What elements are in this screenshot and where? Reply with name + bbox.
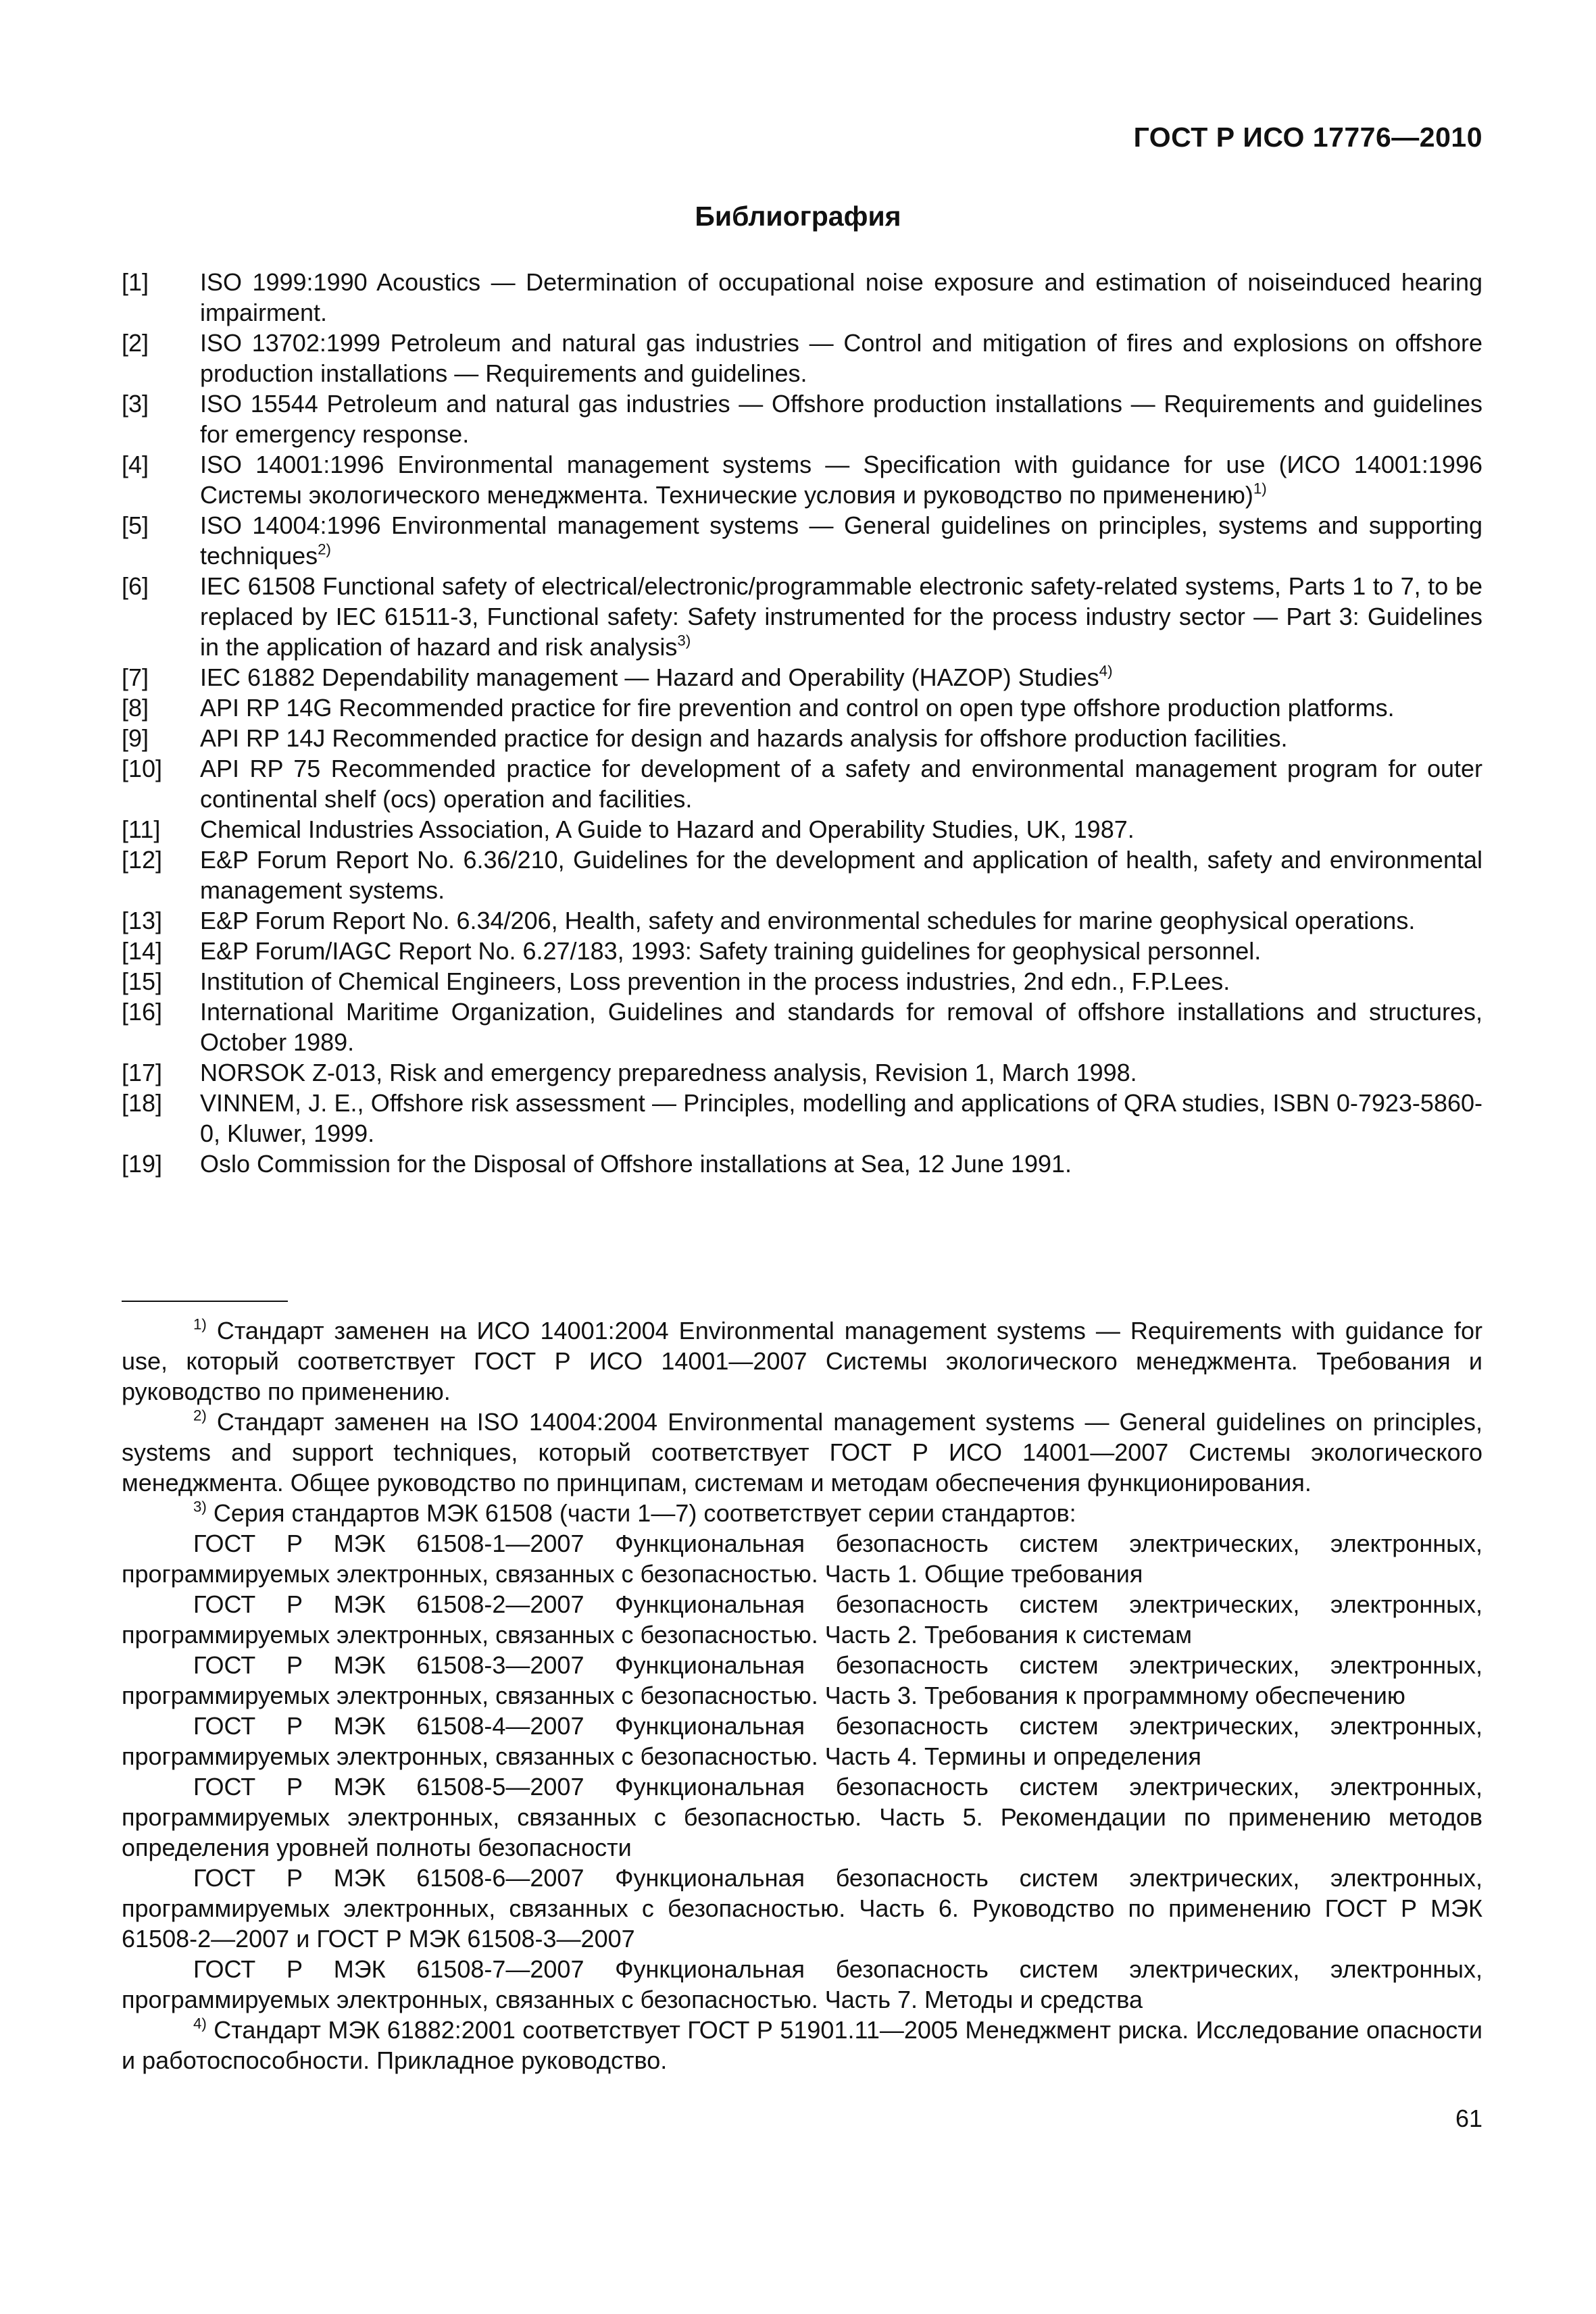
entry-text-wrap [200, 1057, 1482, 1088]
document-code-header: ГОСТ Р ИСО 17776—2010 [1133, 122, 1482, 153]
entry-number: [2] [122, 329, 149, 357]
entry-text-wrap [200, 571, 1482, 662]
entry-text-wrap [200, 966, 1482, 997]
footnote-separator [122, 1301, 288, 1302]
footnote-standard-item: ГОСТ Р МЭК 61508-4—2007 Функциональная безопасность систем электрических, электронных, программируемых электронных, связанных с безопасностью. Часть 4. Термины и определения [122, 1712, 1482, 1770]
footnote-1 [122, 1315, 1482, 1407]
entry-text: ISO 13702:1999 Petroleum and natural gas industries — Control and mitigation of fires and explosions on offshore production installations — Requirements and guidelines. [200, 329, 1482, 387]
entry-number: [3] [122, 390, 149, 418]
entry-text: API RP 14G Recommended practice for fire prevention and control on open type offshore production platforms. [200, 694, 1395, 722]
entry-text: IEC 61508 Functional safety of electrical/electronic/programmable electronic safety-related systems, Parts 1 to 7, to be replaced by IEC 61511-3, Functional safety: Safety instrumented for the process industry sector — Part 3: Guidelines in the application of hazard and risk analysis [200, 572, 1482, 661]
footnote-text: Стандарт заменен на ИСО 14001:2004 Environmental management systems — Requirements with guidance for use, который соответствует ГОСТ Р ИСО 14001—2007 Системы экологического менеджмента. Требования и руководство по применению. [122, 1317, 1482, 1405]
entry-number: [5] [122, 511, 149, 539]
entry-number: [15] [122, 967, 163, 995]
footnote-2 [122, 1407, 1482, 1498]
bibliography-entry [122, 1057, 1482, 1088]
entry-text-wrap [200, 510, 1482, 571]
entry-text: ISO 1999:1990 Acoustics — Determination of occupational noise exposure and estimation of noiseinduced hearing impairment. [200, 268, 1482, 326]
bibliography-entry [122, 723, 1482, 753]
footnote-standard-item: ГОСТ Р МЭК 61508-7—2007 Функциональная безопасность систем электрических, электронных, программируемых электронных, связанных с безопасностью. Часть 7. Методы и средства [122, 1955, 1482, 2013]
entry-number: [1] [122, 268, 149, 296]
footnote-reference: 1) [1253, 480, 1267, 497]
entry-text: E&P Forum Report No. 6.34/206, Health, safety and environmental schedules for marine geophysical operations. [200, 907, 1416, 934]
entry-text-wrap [200, 905, 1482, 936]
footnote-reference: 2) [318, 540, 331, 558]
entry-text-wrap [200, 845, 1482, 905]
bibliography-entry [122, 328, 1482, 388]
entry-text-wrap [200, 997, 1482, 1057]
page-number: 61 [1455, 2105, 1482, 2132]
entry-text: API RP 75 Recommended practice for development of a safety and environmental management program for outer continental shelf (ocs) operation and facilities. [200, 755, 1482, 813]
entry-text: E&P Forum Report No. 6.36/210, Guidelines for the development and application of health, safety and environmental management systems. [200, 846, 1482, 904]
entry-number: [7] [122, 663, 149, 691]
entry-number: [4] [122, 451, 149, 478]
footnote-4 [122, 2015, 1482, 2076]
bibliography-entry [122, 966, 1482, 997]
footnote-standard-item: ГОСТ Р МЭК 61508-3—2007 Функциональная безопасность систем электрических, электронных, программируемых электронных, связанных с безопасностью. Часть 3. Требования к программному обеспечению [122, 1651, 1482, 1709]
footnote-text: Стандарт МЭК 61882:2001 соответствует ГОСТ Р 51901.11—2005 Менеджмент риска. Исследование опасности и работоспособности. Прикладное руководство. [122, 2016, 1482, 2074]
entry-text-wrap [200, 814, 1482, 845]
footnote-marker: 3) [193, 1498, 207, 1515]
entry-text-wrap [200, 267, 1482, 328]
bibliography-entry [122, 936, 1482, 966]
bibliography-entry [122, 905, 1482, 936]
footnote-reference: 3) [677, 632, 691, 649]
footnote-marker: 4) [193, 2015, 207, 2032]
entry-number: [17] [122, 1059, 163, 1086]
footnote-reference: 4) [1099, 662, 1113, 680]
entry-number: [13] [122, 907, 163, 934]
entry-text-wrap [200, 693, 1482, 723]
entry-text: E&P Forum/IAGC Report No. 6.27/183, 1993: Safety training guidelines for geophysical personnel. [200, 937, 1262, 965]
entry-number: [16] [122, 998, 163, 1026]
entry-number: [8] [122, 694, 149, 722]
entry-text-wrap [200, 388, 1482, 449]
entry-text-wrap [200, 1088, 1482, 1149]
entry-text: International Maritime Organization, Guidelines and standards for removal of offshore installations and structures, October 1989. [200, 998, 1482, 1056]
entry-text: VINNEM, J. E., Offshore risk assessment — Principles, modelling and applications of QRA studies, ISBN 0-7923-5860-0, Kluwer, 1999. [200, 1089, 1482, 1147]
footnotes [122, 1315, 1482, 2076]
entry-number: [9] [122, 724, 149, 752]
entry-text: API RP 14J Recommended practice for design and hazards analysis for offshore production facilities. [200, 724, 1288, 752]
entry-text: Chemical Industries Association, A Guide to Hazard and Operability Studies, UK, 1987. [200, 815, 1134, 843]
bibliography-entry [122, 449, 1482, 510]
bibliography-entry [122, 1088, 1482, 1149]
bibliography-entry [122, 662, 1482, 693]
entry-text: ISO 14001:1996 Environmental management systems — Specification with guidance for use (ИСО 14001:1996 Системы экологического менеджмента. Технические условия и руководство по применению) [200, 451, 1482, 509]
entry-number: [10] [122, 755, 163, 782]
entry-number: [14] [122, 937, 163, 965]
entry-text: IEC 61882 Dependability management — Hazard and Operability (HAZOP) Studies [200, 663, 1099, 691]
footnote-marker: 2) [193, 1407, 207, 1424]
bibliography-list [122, 267, 1482, 1179]
bibliography-entry [122, 510, 1482, 571]
footnote-marker: 1) [193, 1315, 207, 1333]
bibliography-entry [122, 814, 1482, 845]
entry-number: [18] [122, 1089, 163, 1117]
bibliography-entry [122, 693, 1482, 723]
bibliography-entry [122, 753, 1482, 814]
bibliography-entry [122, 845, 1482, 905]
entry-text: NORSOK Z-013, Risk and emergency preparedness analysis, Revision 1, March 1998. [200, 1059, 1137, 1086]
entry-text-wrap [200, 1149, 1482, 1179]
footnote-standard-item: ГОСТ Р МЭК 61508-6—2007 Функциональная безопасность систем электрических, электронных, программируемых электронных, связанных с безопасностью. Часть 6. Руководство по применению ГОСТ Р МЭК 61508-2—2007 и ГОСТ Р МЭК 61508-3—2007 [122, 1864, 1482, 1953]
footnote-3 [122, 1498, 1482, 1528]
entry-text-wrap [200, 936, 1482, 966]
entry-text-wrap [200, 449, 1482, 510]
bibliography-entry [122, 571, 1482, 662]
bibliography-entry [122, 267, 1482, 328]
bibliography-entry [122, 1149, 1482, 1179]
entry-number: [19] [122, 1150, 163, 1178]
footnote-standard-item: ГОСТ Р МЭК 61508-2—2007 Функциональная безопасность систем электрических, электронных, программируемых электронных, связанных с безопасностью. Часть 2. Требования к системам [122, 1590, 1482, 1649]
entry-text-wrap [200, 662, 1482, 693]
bibliography-title: Библиография [695, 201, 901, 232]
entry-number: [11] [122, 815, 161, 843]
footnote-standard-item: ГОСТ Р МЭК 61508-5—2007 Функциональная безопасность систем электрических, электронных, программируемых электронных, связанных с безопасностью. Часть 5. Рекомендации по применению методов определения уровней полноты безопасности [122, 1773, 1482, 1861]
entry-text-wrap [200, 753, 1482, 814]
footnote-3-standards-list [122, 1528, 1482, 2015]
entry-text: Institution of Chemical Engineers, Loss prevention in the process industries, 2nd edn., F.P.Lees. [200, 967, 1230, 995]
entry-number: [6] [122, 572, 149, 600]
entry-number: [12] [122, 846, 163, 874]
entry-text: ISO 14004:1996 Environmental management systems — General guidelines on principles, systems and supporting techniques [200, 511, 1482, 570]
entry-text: Oslo Commission for the Disposal of Offshore installations at Sea, 12 June 1991. [200, 1150, 1072, 1178]
footnote-standard-item: ГОСТ Р МЭК 61508-1—2007 Функциональная безопасность систем электрических, электронных, программируемых электронных, связанных с безопасностью. Часть 1. Общие требования [122, 1530, 1482, 1588]
entry-text-wrap [200, 328, 1482, 388]
footnote-text: Стандарт заменен на ISO 14004:2004 Environmental management systems — General guidelines on principles, systems and support techniques, который соответствует ГОСТ Р ИСО 14001—2007 Системы экологического менеджмента. Общее руководство по принципам, системам и методам обеспечения функционирования. [122, 1408, 1482, 1496]
bibliography-entry [122, 388, 1482, 449]
entry-text-wrap [200, 723, 1482, 753]
entry-text: ISO 15544 Petroleum and natural gas industries — Offshore production installations — Requirements and guidelines for emergency response. [200, 390, 1482, 448]
footnote-text: Серия стандартов МЭК 61508 (части 1—7) соответствует серии стандартов: [213, 1499, 1076, 1527]
bibliography-entry [122, 997, 1482, 1057]
